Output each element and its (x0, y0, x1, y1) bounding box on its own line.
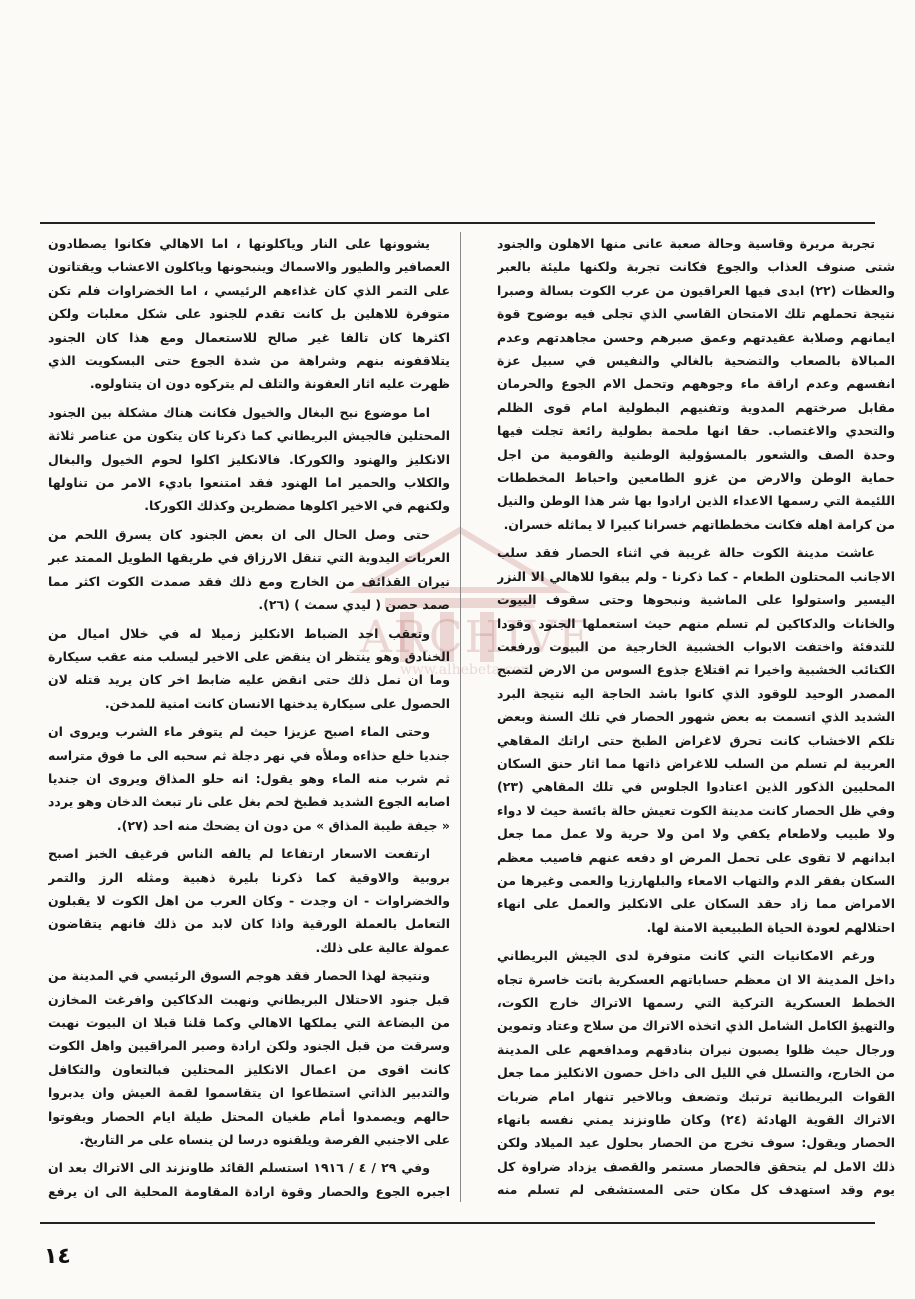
article-column-right (497, 232, 895, 1202)
article-column-left (48, 232, 450, 1202)
paragraph: عاشت مدينة الكوت حالة غريبة في اثناء الحصار فقد سلب الاجانب المحتلون الطعام - كما ذكرنا - ولم يبقوا للاهالي الا النزر اليسير واستولوا على الماشية ونبحوها وحتى سقوف البيوت والخانات والدكاكين لم تسلم منهم حيث استعملها الجنود وقودا للتدفئة واختفت الابواب الخشبية الخارجية من البيوت ورفعت الكتائب الخشبية واخيرا تم اقتلاع جذوع السوس من الارض لتصبح المصدر الوحيد للوقود الذي كانوا باشد الحاجة اليه نتيجة البرد الشديد الذي اتسمت به بعض شهور الحصار في تلك السنة وبعض تلكم الاخشاب كانت تحرق لاغراض الطبخ حتى اراتك المقاهي العربية لم تسلم من السلب للاغراض ذاتها مما اثار حنق السكان المحليين الذكور الذين اعتادوا الجلوس في تلك المقاهي (٢٣) وفي ظل الحصار كانت مدينة الكوت تعيش حالة بائسة حيث لا دواء ولا طبيب ولاطعام يكفي ولا امن ولا حرية ولا عمل مما جعل ابدانهم لا تقوى على تحمل المرض او دفعه عنهم فاصيب معظم السكان بفقر الدم والتهاب الامعاء والبلهارزيا والعمى وغيرها من الامراض مما زاد حقد السكان على الانكليز والعمل على انهاء احتلالهم لعودة الحياة الطبيعية الامنة لها. (497, 545, 895, 935)
paragraph: حتى وصل الحال الى ان بعض الجنود كان يسرق اللحم من العربات اليدوية التي تنقل الارزاق في طريقها الطويل الممتد عبر نيران القذائف من الخارج ومع ذلك فقد صمدت الكوت اكثر مما صمد حصن ( ليدي سمث ) (٢٦). (48, 526, 450, 613)
bottom-rule (40, 1222, 875, 1224)
paragraph: وفي ٢٩ / ٤ / ١٩١٦ استسلم القائد طاونزند الى الاتراك بعد ان اجبره الجوع والحصار وقوة ارادة المقاومة المحلية الى ان يرفع (48, 1160, 450, 1199)
paragraph: ورغم الامكانيات التي كانت متوفرة لدى الجيش البريطاني داخل المدينة الا ان معظم حساباتهم العسكرية باتت خاسرة تجاه الخطط العسكرية التركية التي رسمها الاتراك خارج الكوت، والتهيؤ الكامل الشامل الذي اتخذه الاتراك من سلاح وعتاد وتموين ورجال حيث ظلوا يصبون نيران بنادقهم ومدافعهم على المدينة من الخارج، والتسلل في الليل الى داخل حصون الانكليز مما جعل القوات البريطانية ترتبك وتضعف وبالاخير تنهار امام ضربات الاتراك القوية الهادئة (٢٤) وكان طاونزند يمني نفسه بانهاء الحصار ويقول: سوف نخرج من الحصار بحلول عيد الميلاد ولكن ذلك الامل لم يتحقق فالحصار مستمر والقصف يزداد ضراوة كل يوم وقد استهدف كل مكان حتى المستشفى لم تسلم منه (497, 948, 895, 1198)
paragraph: تجربة مريرة وقاسية وحالة صعبة عانى منها الاهلون والجنود شتى صنوف العذاب والجوع فكانت تجربة ولكنها مليئة بالعبر والعظات (٢٢) ابدى فيها العراقيون من عرب الكوت بسالة وصبرا نتيجة تحملهم تلك الامتحان القاسي الذي تجلى فيه بوضوح قوة ايمانهم وصلابة عقيدتهم وعمق صبرهم وحسن مجاهدتهم وعدم المبالاة بالصعاب والتضحية بالغالي والنفيس في سبيل عزة انفسهم وعدم اراقة ماء وجوههم وتحمل الام الجوع والحرمان مقابل صرختهم المدوية وتفنيهم البطولية امام قوى الظلم والتحدي والاغتصاب. حقا انها ملحمة بطولية رائعة تجلت فيها وحدة الصف والشعور بالمسؤولية الوطنية والقومية من اجل حماية الوطن والارض من غزو الطامعين واحباط المخططات اللئيمة التي رسمها الاعداء الذين ارادوا بها شر هذا الوطن والنيل من كرامة اهله فكانت مخططاتهم خسرانا كبيرا لا يماثله خسران. (497, 236, 895, 532)
top-rule (40, 222, 875, 224)
paragraph: ارتفعت الاسعار ارتفاعا لم يالفه الناس فرغيف الخبز اصبح بروبية والاوقية كما ذكرنا بليرة ذهبية ومثله الرز والتمر والخضراوات - ان وجدت - وكان العرب من اهل الكوت لا يقبلون التعامل بالعملة الورقية واذا كان لابد من ذلك فانهم يتقاضون عمولة عالية على ذلك. (48, 846, 450, 955)
page-number: ١٤ (44, 1244, 71, 1269)
paragraph: ونتيجة لهذا الحصار فقد هوجم السوق الرئيسي في المدينة من قبل جنود الاحتلال البريطاني ونهبت الدكاكين وافرغت المخازن من البضاعة التي يملكها الاهالي وكما قلنا قبلا ان البيوت نهبت وسرقت من قبل الجنود ولكن ارادة وصبر المراقيين واهل الكوت كانت اقوى من اعمال الانكليز المحتلين فبالتعاون والتكافل والتدبير الذاتي استطاعوا ان يتقاسموا لقمة العيش وان يدبروا حالهم ويصمدوا أمام طغيان المحتل طيلة ايام الحصار ويفوتوا على الاجنبي الفرصة ويلقنوه درسا لن ينساه على مر التاريخ. (48, 968, 450, 1148)
paragraph: وحتى الماء اصبح عزيزا حيث لم يتوفر ماء الشرب ويروى ان جنديا خلع حذاءه وملأه في نهر دجلة ثم سحبه الى ما فوق متراسه ثم شرب منه الماء وهو يقول: انه حلو المذاق ويروى ان جنديا اصابه الجوع الشديد فطبخ لحم بغل على نار تبعث الدخان وهو يردد « جيفة طيبة المذاق » من دون ان يضحك منه احد (٢٧). (48, 724, 450, 833)
paragraph: يشوونها على النار وياكلونها ، اما الاهالي فكانوا يصطادون العصافير والطيور والاسماك وينبحونها وياكلون الاعشاب ويقتاتون على التمر الذي كان غذاءهم الرئيسي ، اما الخضراوات فلم تكن متوفرة للاهلين بل كانت تقدم للجنود على شكل معلبات ولكن اكثرها كان تالفا غير صالح للاستعمال ومع هذا كان الجنود يتلاقفونه بنهم وشراهة من شدة الجوع حتى البسكويت الذي ظهرت عليه اثار العفونة والتلف لم يتركوه دون ان يتناولوه. (48, 236, 450, 392)
column-divider (460, 232, 461, 1202)
paragraph: وتعقب احد الضباط الانكليز زميلا له في خلال اميال من الخنادق وهو ينتظر ان ينقض على الاخير ليسلب منه عقب سيكارة وما ان نمل ذلك حتى انقض عليه ضابط اخر كان يريد قتله لان الحصول على سيكارة يدخنها الانسان كانت امنية للمدخن. (48, 625, 450, 711)
archive-watermark-title: ARCHIVE (360, 612, 593, 663)
archive-watermark-url: www.alhebeta.com (400, 662, 535, 678)
paragraph: اما موضوع نبح البغال والخيول فكانت هناك مشكلة بين الجنود المحتلين فالجيش البريطاني كما ذكرنا كان يتكون من عناصر ثلاثة الانكليز والهنود والكوركا. فالانكليز اكلوا لحوم الخيول والبغال والكلاب والحمير اما الهنود فقد امتنعوا باديء الامر من تناولها ولكنهم في الاخير اكلوها مضطرين وكذلك الكوركا. (48, 404, 450, 514)
